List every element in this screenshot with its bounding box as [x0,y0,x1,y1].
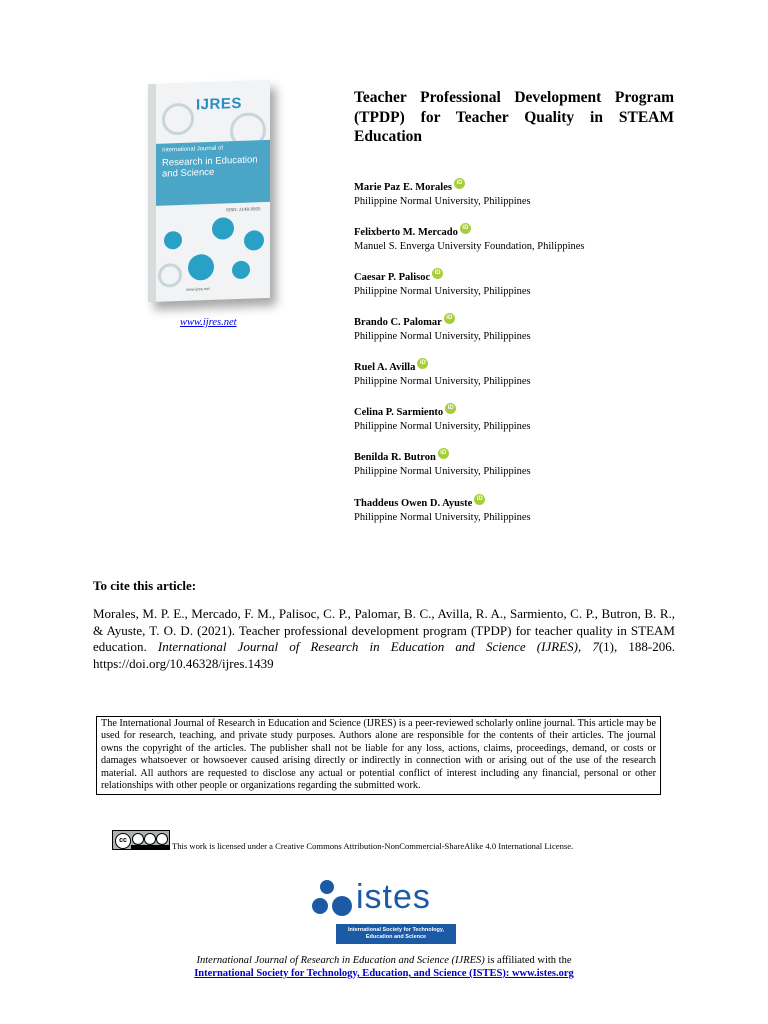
istes-logo [310,880,458,944]
author-name: Celina P. Sarmiento [354,406,444,418]
orcid-icon[interactable]: iD [438,448,449,459]
author-affiliation: Manuel S. Enverga University Foundation, Philippines [354,241,585,252]
cover-band-title: Research in Education and Science [162,154,258,180]
istes-link[interactable]: International Society for Technology, Education, and Science (ISTES): www.istes.org [194,968,574,979]
cc-nc-icon [144,833,156,845]
author-name: Ruel A. Avilla [354,361,416,373]
disclaimer-box: The International Journal of Research in Education and Science (IJRES) is a peer-reviewed scholarly online journal. This article may be used for research, teaching, and private study purposes. Authors alone are responsible for the contents of their articles. The journal owns the copyright of the articles. The publisher shall not be liable for any loss, actions, claims, proceedings, demand, or costs or damages whatsoever or howsoever caused arising directly or indirectly in connection with or arising out of the use of the research material. All authors are requested to disclose any actual or potential conflict of interest including any financial, personal or other relationships with other people or organizations regarding the submitted work. [96,716,661,795]
author-affiliation: Philippine Normal University, Philippines [354,286,531,297]
cover-ring [162,103,194,136]
affiliation-journal: International Journal of Research in Education and Science (IJRES) [196,955,485,966]
author-name: Benilda R. Butron [354,451,436,463]
citation-tail: (1), 188-206. https://doi.org/10.46328/ijres.1439 [93,639,675,671]
author-affiliation: Philippine Normal University, Philippines [354,196,531,207]
author-affiliation: Philippine Normal University, Philippines [354,466,531,477]
citation-main: Morales, M. P. E., Mercado, F. M., Palisoc, C. P., Palomar, B. C., Avilla, R. A., Sarmiento, C. P., Butron, B. R., & Ayuste, T. O. D. (2021). Teacher professional development program (TPDP) for teacher quality in STEAM education. [93,606,675,654]
cc-badge-strip [131,845,169,849]
author-affiliation: Philippine Normal University, Philippines [354,376,531,387]
cc-icon: cc [115,833,131,849]
author-name: Brando C. Palomar [354,316,442,328]
cover-dot [232,261,250,280]
cover-logo: IJRES [196,94,242,114]
cc-by-icon [132,833,144,845]
cover-spine [148,84,156,302]
cover-band-small: International Journal of [162,145,224,154]
license-text: This work is licensed under a Creative Commons Attribution-NonCommercial-ShareAlike 4.0 International License. [172,841,574,851]
orcid-icon[interactable]: iD [444,313,455,324]
author-name: Marie Paz E. Morales [354,181,452,193]
cc-sa-icon [156,833,168,845]
journal-cover [140,82,280,317]
author-affiliation: Philippine Normal University, Philippines [354,512,531,523]
author-name: Thaddeus Owen D. Ayuste [354,497,473,509]
journal-link[interactable]: www.ijres.net [180,317,237,328]
cover-footer: www.ijres.net [186,285,210,292]
article-title: Teacher Professional Development Program (TPDP) for Teacher Quality in STEAM Education [354,89,674,145]
author-affiliation: Philippine Normal University, Philippines [354,331,531,342]
orcid-icon[interactable]: iD [474,494,485,505]
author-affiliation: Philippine Normal University, Philippines [354,421,531,432]
author-entry [354,223,674,253]
author-name: Caesar P. Palisoc [354,271,431,283]
cc-license-badge[interactable] [112,830,170,850]
istes-logo-dot [320,880,334,894]
author-entry [354,313,674,343]
istes-logo-dot [332,896,352,916]
cover-dot [188,254,214,281]
author-entry [354,358,674,388]
author-entry [354,403,674,433]
cover-dot [164,231,182,250]
cover-dot [244,230,264,251]
author-entry [354,268,674,298]
cover-title-band [156,140,270,206]
cover-image [148,80,270,302]
author-entry [354,178,674,208]
author-entry [354,448,674,478]
author-name: Felixberto M. Mercado [354,226,458,238]
orcid-icon[interactable]: iD [417,358,428,369]
istes-logo-dot [312,898,328,914]
orcid-icon[interactable]: iD [454,178,465,189]
cover-ring [158,263,182,288]
orcid-icon[interactable]: iD [460,223,471,234]
istes-subtitle: International Society for Technology, Education and Science [336,924,456,944]
cover-issn: ISSN: 2148-9955 [226,206,261,213]
author-entry [354,494,674,524]
citation-text [93,606,675,672]
affiliation-line [0,955,768,966]
affiliation-tail: is affiliated with the [484,955,572,966]
citation-journal: International Journal of Research in Education and Science (IJRES), 7 [157,639,599,654]
cover-dot [212,217,234,240]
orcid-icon[interactable]: iD [445,403,456,414]
cite-heading: To cite this article: [93,578,197,593]
istes-wordmark: istes [356,878,431,916]
orcid-icon[interactable]: iD [432,268,443,279]
